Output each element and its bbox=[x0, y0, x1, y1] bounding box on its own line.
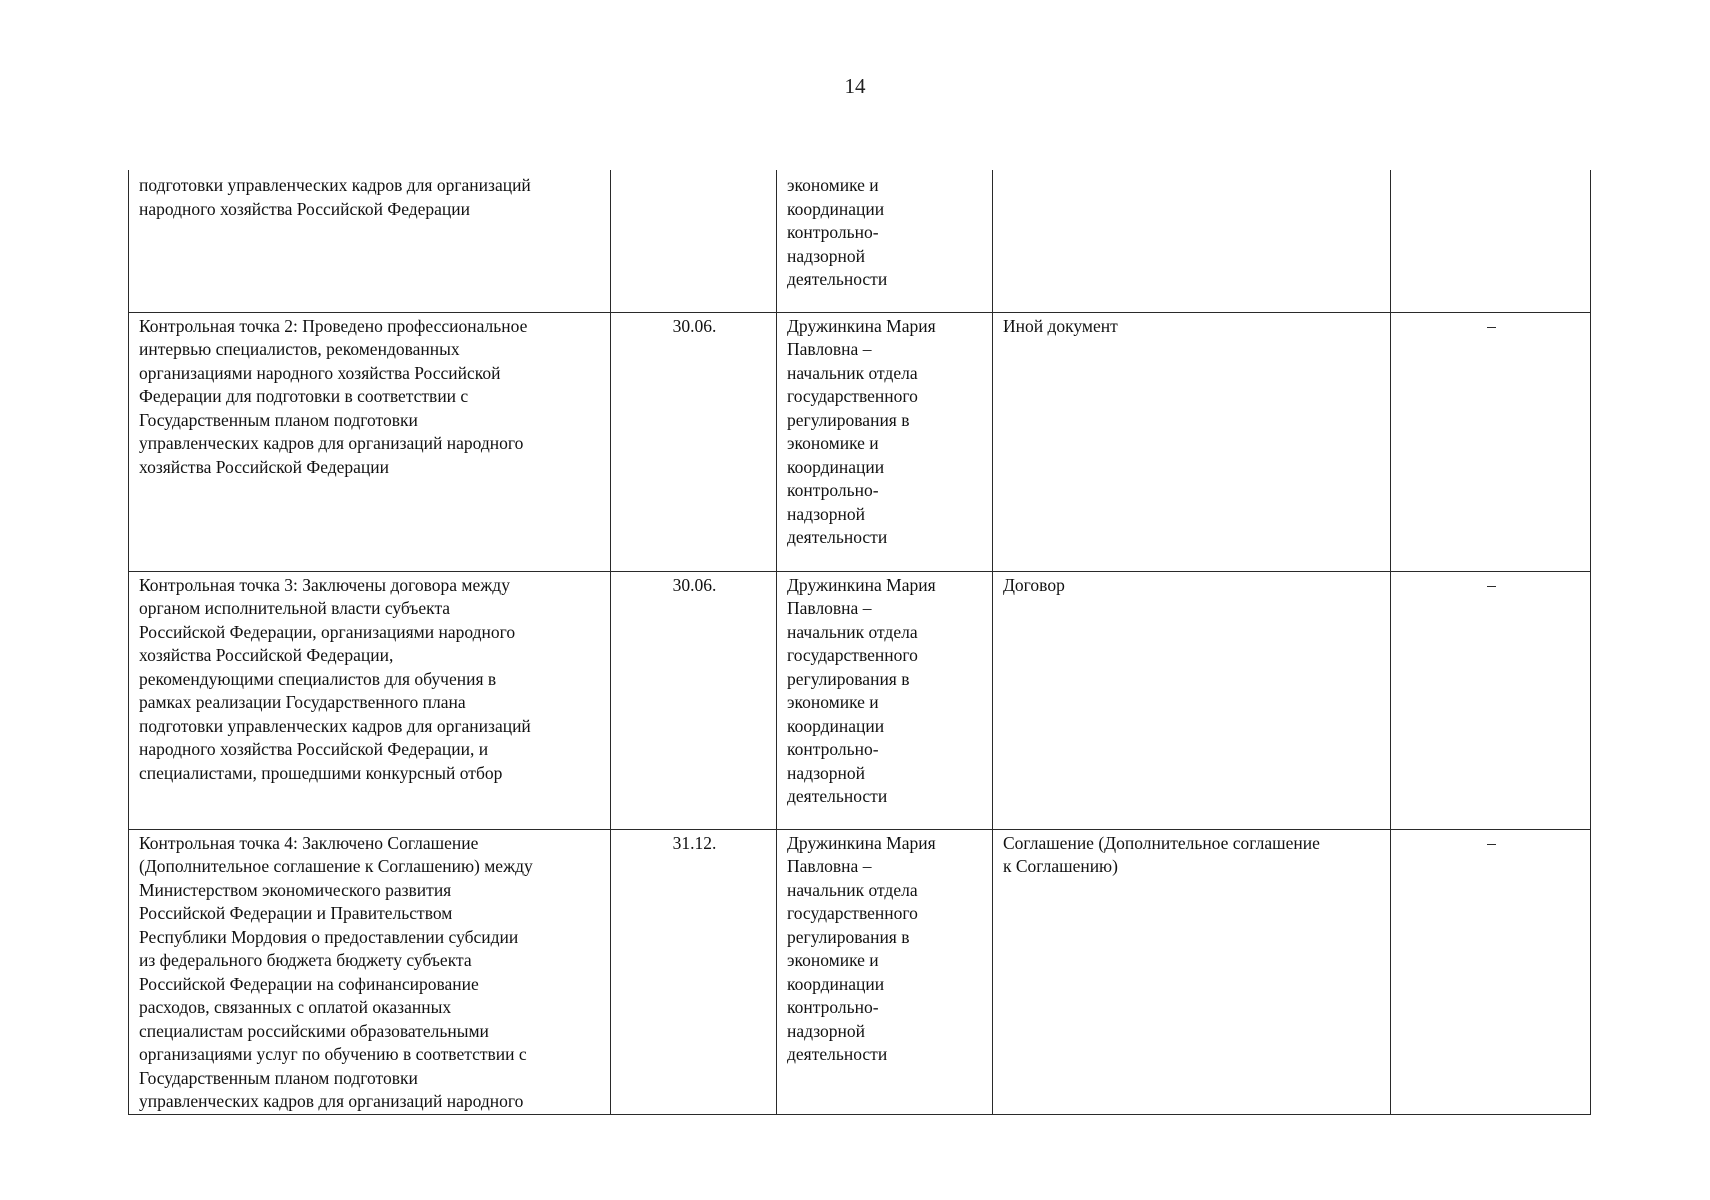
row-date: 31.12. bbox=[611, 829, 777, 1114]
table-row bbox=[129, 312, 1591, 571]
row-date: 30.06. bbox=[611, 312, 777, 571]
row-check: – bbox=[1391, 571, 1591, 829]
row-responsible: Дружинкина Мария Павловна – начальник отдела государственного регулирования в экономике и координации контрольно- надзорной деятельности bbox=[777, 312, 993, 571]
row-date bbox=[611, 170, 777, 312]
row-document: Иной документ bbox=[993, 312, 1391, 571]
row-date: 30.06. bbox=[611, 571, 777, 829]
row-document: Договор bbox=[993, 571, 1391, 829]
row-description: подготовки управленческих кадров для организаций народного хозяйства Российской Федерации bbox=[129, 170, 611, 312]
control-points-table bbox=[128, 170, 1591, 1115]
row-document: Соглашение (Дополнительное соглашение к Соглашению) bbox=[993, 829, 1391, 1114]
row-document bbox=[993, 170, 1391, 312]
row-description: Контрольная точка 2: Проведено профессиональное интервью специалистов, рекомендованных организациями народного хозяйства Российской Федерации для подготовки в соответствии с Государственным планом подготовки управленческих кадров для организаций народного хозяйства Российской Федерации bbox=[129, 312, 611, 571]
row-responsible: Дружинкина Мария Павловна – начальник отдела государственного регулирования в экономике и координации контрольно- надзорной деятельности bbox=[777, 571, 993, 829]
row-responsible: экономике и координации контрольно- надзорной деятельности bbox=[777, 170, 993, 312]
page-number: 14 bbox=[844, 74, 866, 98]
row-description: Контрольная точка 4: Заключено Соглашение (Дополнительное соглашение к Соглашению) между Министерством экономического развития Российской Федерации и Правительством Республики Мордовия о предоставлении субсидии из федерального бюджета бюджету субъекта Российской Федерации на софинансирование расходов, связанных с оплатой оказанных специалистам российскими образовательными организациями услуг по обучению в соответствии с Государственным планом подготовки управленческих кадров для организаций народного bbox=[129, 829, 611, 1114]
row-check: – bbox=[1391, 829, 1591, 1114]
table-row bbox=[129, 170, 1591, 312]
row-check: – bbox=[1391, 312, 1591, 571]
row-responsible: Дружинкина Мария Павловна – начальник отдела государственного регулирования в экономике и координации контрольно- надзорной деятельности bbox=[777, 829, 993, 1114]
row-check bbox=[1391, 170, 1591, 312]
table-row bbox=[129, 829, 1591, 1114]
table-row bbox=[129, 571, 1591, 829]
row-description: Контрольная точка 3: Заключены договора между органом исполнительной власти субъекта Российской Федерации, организациями народного хозяйства Российской Федерации, рекомендующими специалистов для обучения в рамках реализации Государственного плана подготовки управленческих кадров для организаций народного хозяйства Российской Федерации, и специалистами, прошедшими конкурсный отбор bbox=[129, 571, 611, 829]
